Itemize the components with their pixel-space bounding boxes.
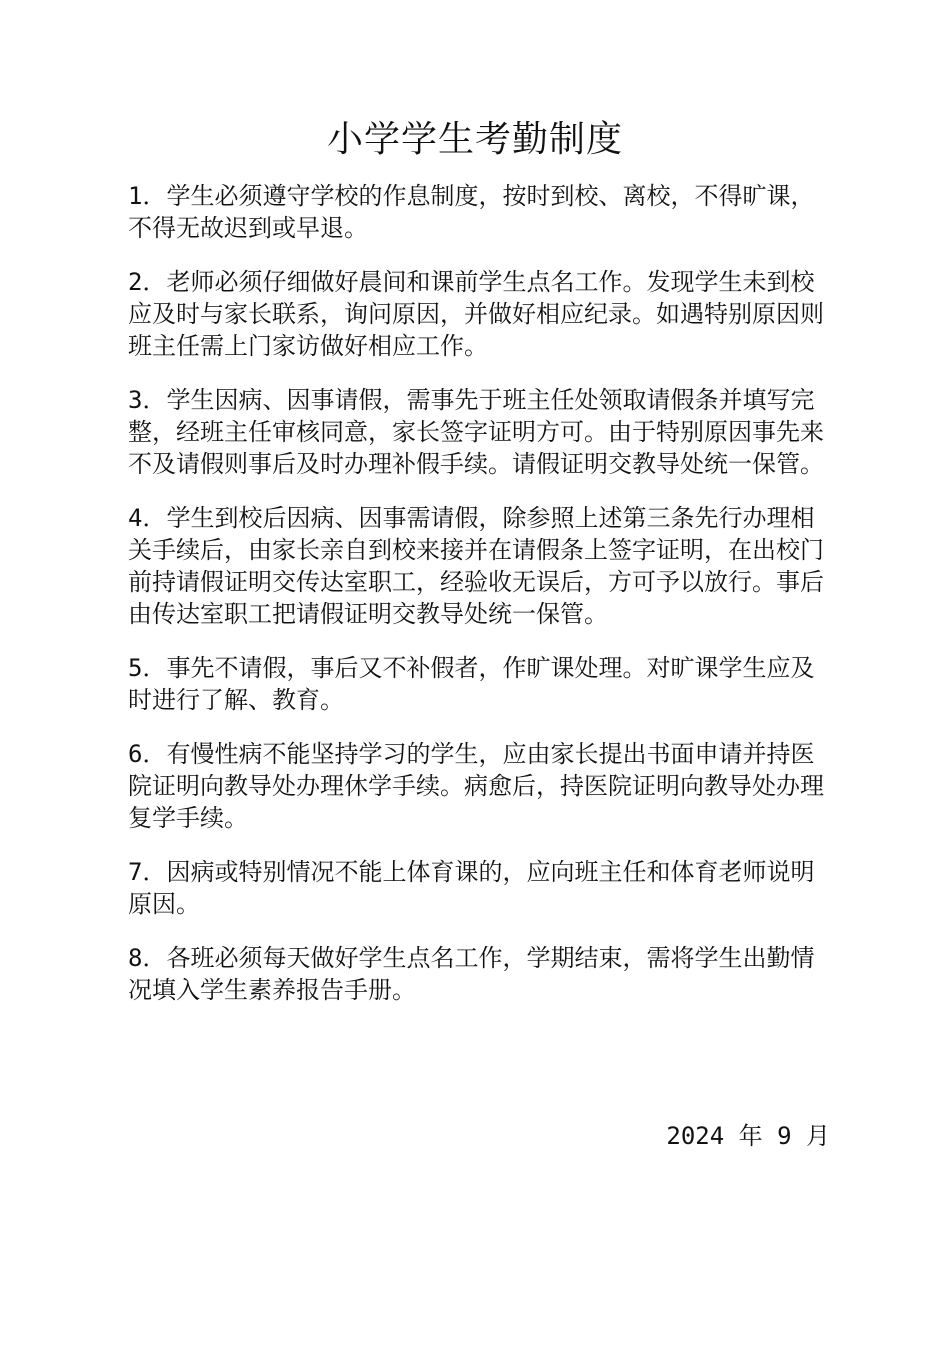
- page-title: 小学学生考勤制度: [326, 119, 623, 160]
- article-6: 6．有慢性病不能坚持学习的学生，应由家长提出书面申请并持医院证明向教导处办理休学手续。病愈后，持医院证明向教导处办理复学手续。: [128, 740, 824, 832]
- article-3: 3．学生因病、因事请假，需事先于班主任处领取请假条并填写完整，经班主任审核同意，家长签字证明方可。由于特别原因事先来不及请假则事后及时办理补假手续。请假证明交教导处统一保管。: [128, 386, 824, 478]
- article-7: 7．因病或特别情况不能上体育课的，应向班主任和体育老师说明原因。: [128, 858, 815, 918]
- article-4: 4．学生到校后因病、因事需请假，除参照上述第三条先行办理相关手续后，由家长亲自到校来接并在请假条上签字证明，在出校门前持请假证明交传达室职工，经验收无误后，方可予以放行。事后由传达室职工把请假证明交教导处统一保管。: [128, 504, 824, 628]
- document-date: 2024 年 9 月: [666, 1122, 830, 1150]
- article-8: 8．各班必须每天做好学生点名工作，学期结束，需将学生出勤情况填入学生素养报告手册。: [128, 944, 815, 1004]
- article-1: 1．学生必须遵守学校的作息制度，按时到校、离校，不得旷课，不得无故迟到或早退。: [128, 182, 815, 242]
- article-5: 5．事先不请假，事后又不补假者，作旷课处理。对旷课学生应及时进行了解、教育。: [128, 654, 815, 714]
- article-list: [128, 180, 824, 1028]
- article-2: 2．老师必须仔细做好晨间和课前学生点名工作。发现学生未到校应及时与家长联系，询问原因，并做好相应纪录。如遇特别原因则班主任需上门家访做好相应工作。: [128, 268, 824, 360]
